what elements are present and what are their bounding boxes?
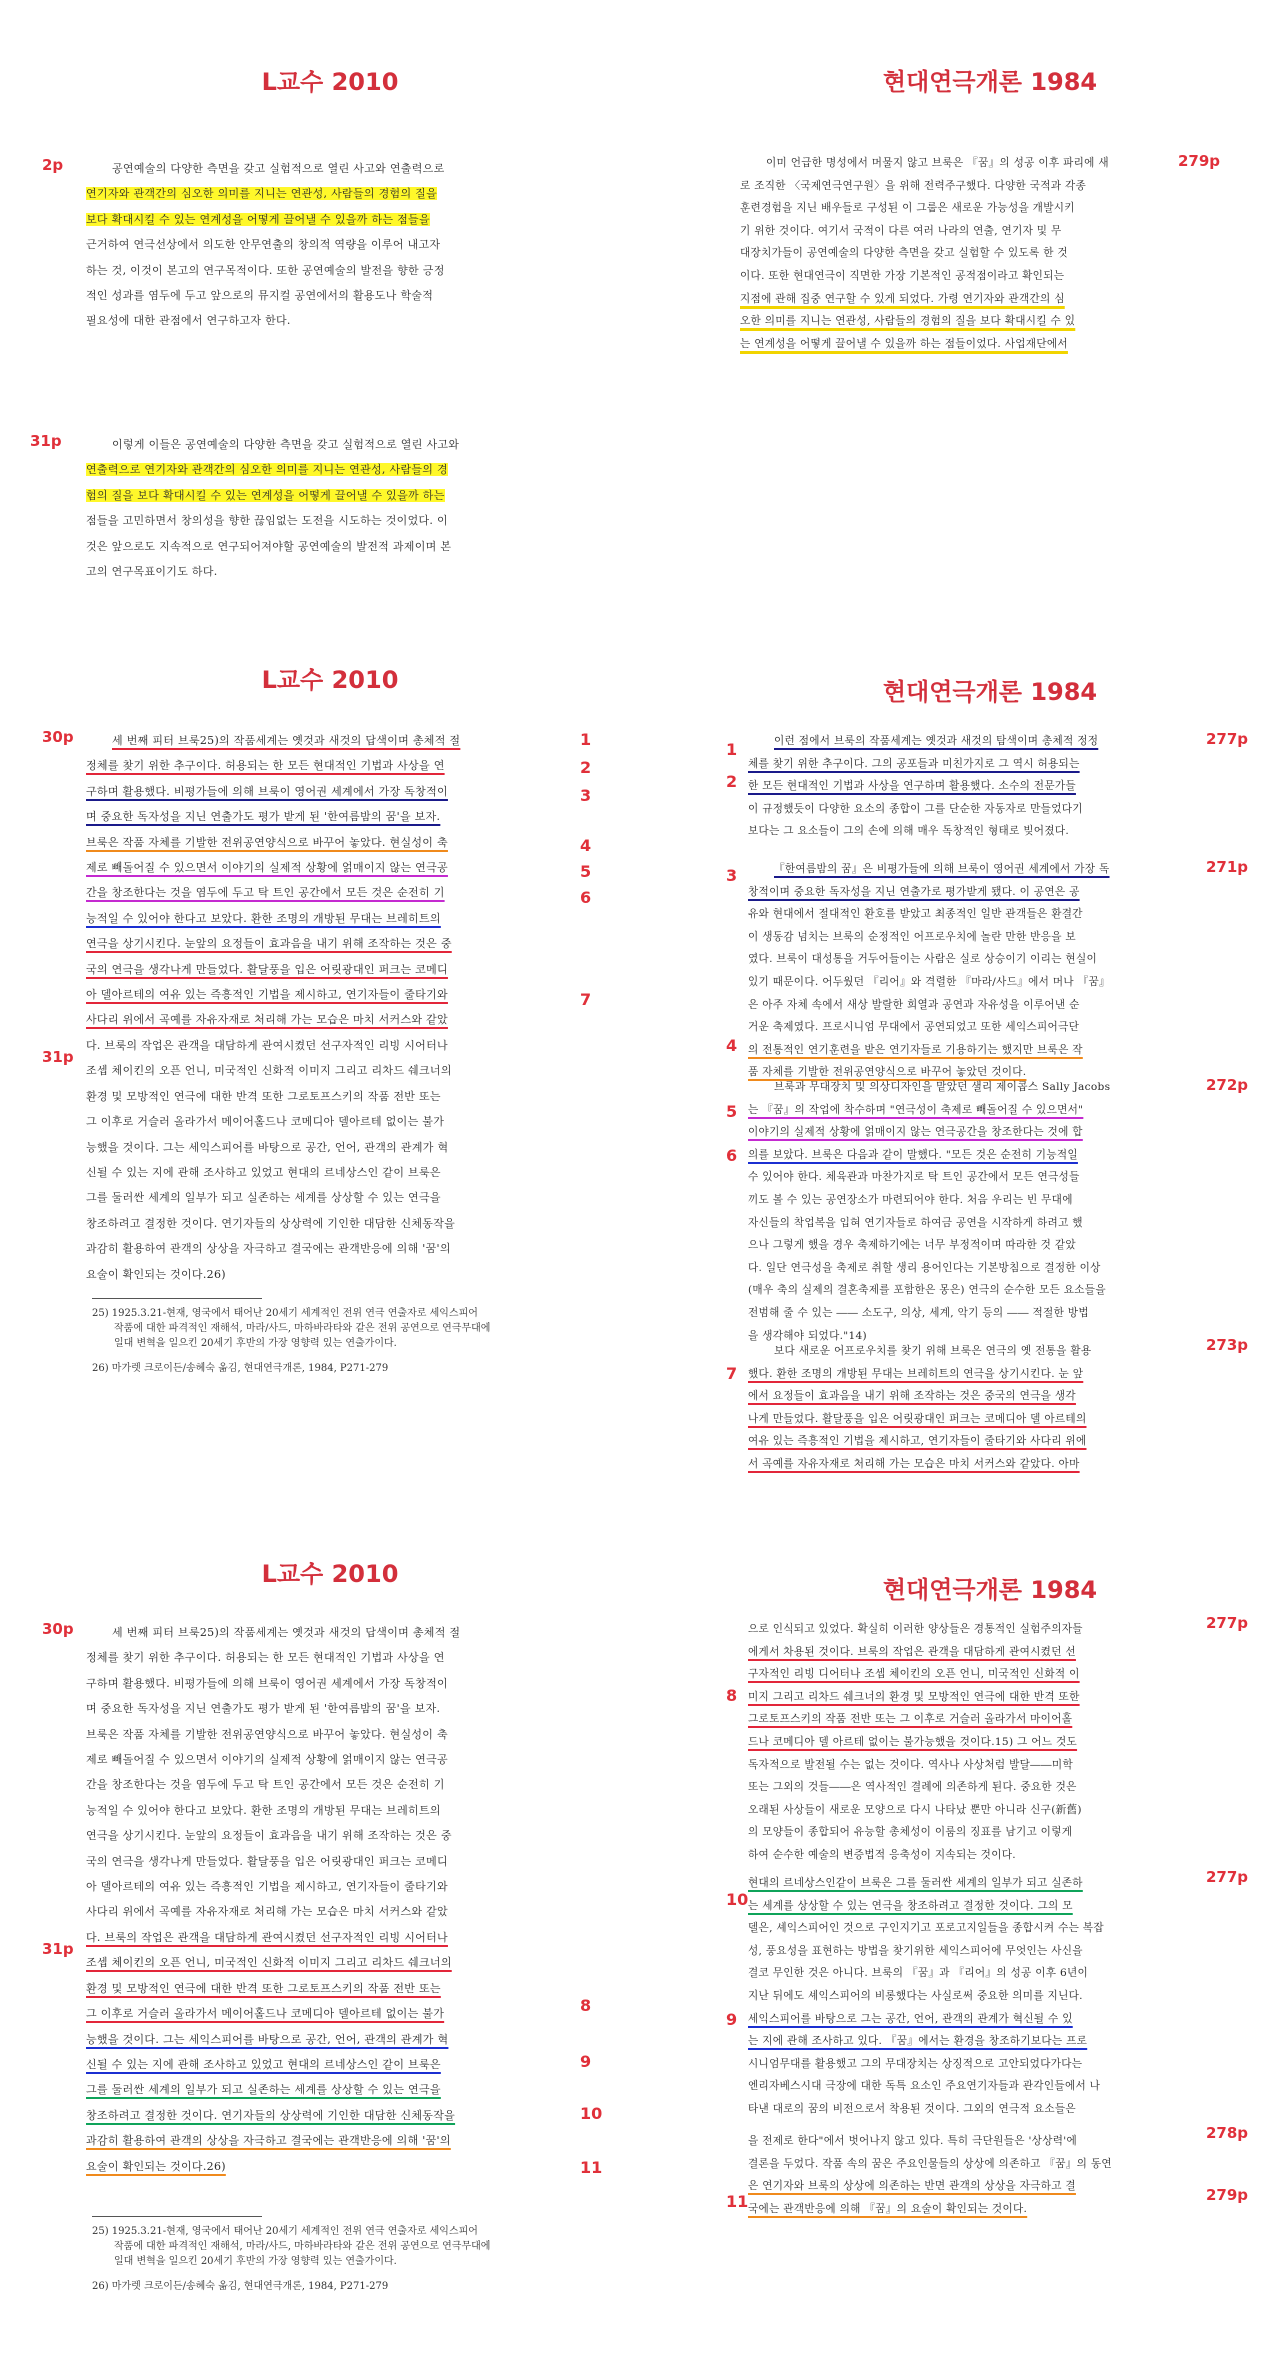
text-line: 브룩은 작품 자체를 기발한 전위공연양식으로 바꾸어 놓았다. 현실성이 축 xyxy=(86,1727,448,1741)
text-line: 결코 무인한 것은 아니다. 브룩의 『꿈』과 『리어』의 성공 이후 6년이 xyxy=(748,1967,1089,1980)
text-line: 있기 때문이다. 어두웠던 『리어』와 격렬한 『마라/사드』에서 머나 『꿈』 xyxy=(748,975,1110,988)
marker-number: 10 xyxy=(580,2104,603,2123)
text-span: 품 자체를 기발한 전위공연양식으로 바꾸어 놓았던 것이다. xyxy=(748,1066,1027,1079)
text-span: 현대의 르네상스인같이 브룩은 그를 둘러싼 세계의 일부가 되고 실존하 xyxy=(748,1877,1083,1889)
text-block-right-a xyxy=(740,152,1170,355)
footnote-line: 일대 변혁을 일으킨 20세기 후반의 가장 영향력 있는 연출가이다. xyxy=(114,2256,397,2267)
highlight-text: 연기자와 관객간의 심오한 의미를 지니는 연관성, 사람들의 경험의 질을 xyxy=(86,187,438,201)
highlight-text: 험의 질을 보다 확대시킬 수 있는 연계성을 어떻게 끌어낼 수 있을까 하는 xyxy=(86,488,445,502)
text-line: 능했을 것이다. 그는 세익스피어를 바탕으로 공간, 언어, 관객의 관계가 혁 xyxy=(86,1140,449,1154)
text-line: 공연예술의 다양한 측면을 갖고 실험적으로 열린 사고와 연출력으로 xyxy=(112,162,445,175)
page-label: 277p xyxy=(1206,730,1249,748)
text-line: 아 델아르테의 여유 있는 즉흥적인 기법을 제시하고, 연기자들이 줄타기와 xyxy=(86,1880,448,1894)
text-span: 능적일 수 있어야 한다고 보았다. 환한 조명의 개방된 무대는 브레히트의 xyxy=(86,911,441,925)
page-label: 271p xyxy=(1206,858,1249,876)
page-label: 30p xyxy=(42,1620,74,1638)
text-span: 브룩은 작품 자체를 기발한 전위공연양식으로 바꾸어 놓았다. 현실성이 축 xyxy=(86,835,448,849)
marker-number: 6 xyxy=(726,1146,738,1165)
text-span: 『한여름밤의 꿈』은 비평가들에 의해 브룩이 영어권 세계에서 가장 독 xyxy=(774,863,1110,875)
text-line: 독자적으로 발전될 수는 없는 것이다. 역사나 사상처럼 발달――미학 xyxy=(748,1758,1073,1771)
footnote-line: 26) 마가렛 크로이든/송혜숙 옮김, 현대연극개론, 1984, P271-279 xyxy=(92,2281,389,2292)
text-line: 조셉 체이킨의 오픈 언니, 미국적인 신화적 이미지 그리고 리차드 쉐크너의 xyxy=(86,1064,452,1078)
text-line: (매우 축의 실제의 결혼축제를 포함한은 몽은) 연극의 순수한 모든 요소들을 xyxy=(748,1284,1106,1297)
text-line: 능적일 수 있어야 한다고 보았다. 환한 조명의 개방된 무대는 브레히트의 xyxy=(86,1803,441,1817)
page-label: 2p xyxy=(42,156,64,174)
text-block-right-271 xyxy=(748,858,1188,1084)
text-span: 창적이며 중요한 독자성을 지닌 연출가로 평가받게 됐다. 이 공연은 공 xyxy=(748,885,1080,898)
marker-number: 1 xyxy=(580,730,592,749)
text-line: 엔리자베스시대 극장에 대한 독특 요소인 주요연기자들과 관각인들에서 나 xyxy=(748,2080,1101,2093)
text-line: 신될 수 있는 지에 관해 조사하고 있었고 현대의 르네상스인 같이 브룩은 xyxy=(86,1165,441,1179)
marker-number: 9 xyxy=(580,2052,592,2071)
footnote-divider xyxy=(92,2216,262,2217)
marker-number: 7 xyxy=(726,1364,738,1383)
highlight-text: 연출력으로 연기자와 관객간의 심오한 의미를 지니는 연관성, 사람들의 경 xyxy=(86,463,448,477)
text-line: 적인 성과를 염두에 두고 앞으로의 뮤지컬 공연에서의 활용도나 학술적 xyxy=(86,289,434,303)
title-right-c: 현대연극개론 1984 xyxy=(882,1576,1098,1604)
page-label: 31p xyxy=(42,1940,74,1958)
marker-number: 5 xyxy=(580,862,592,881)
text-span: 에서 요정들이 효과음을 내기 위해 조작하는 것은 중국의 연극을 생각 xyxy=(748,1390,1076,1403)
text-line: 또는 그외의 것들――은 역사적인 결례에 의존하게 된다. 중요한 것은 xyxy=(748,1781,1077,1794)
marker-number: 2 xyxy=(726,772,738,791)
text-span: 창조하려고 결정한 것이다. 연기자들의 상상력에 기인한 대담한 신체동작을 xyxy=(86,2108,456,2122)
text-line: 오래된 사상들이 새로운 모양으로 다시 나타났 뿐만 아니라 신구(新舊) xyxy=(748,1803,1082,1816)
text-line: 정체를 찾기 위한 추구이다. 허용되는 한 모든 현대적인 기법과 사상을 연 xyxy=(86,1651,445,1665)
page-label: 30p xyxy=(42,728,74,746)
text-line: 근거하여 연극선상에서 의도한 안무연출의 창의적 역량을 이루어 내고자 xyxy=(86,238,441,252)
text-span: 환경 및 모방적인 연극에 대한 반격 또한 그로토프스키의 작품 전반 또는 xyxy=(86,1981,441,1995)
title-right-a: 현대연극개론 1984 xyxy=(882,68,1098,96)
text-line: 보다 새로운 어프로우치를 찾기 위해 브룩은 연극의 옛 전통을 활용 xyxy=(774,1345,1092,1357)
text-span: 이야기의 실제적 상황에 얽매이지 않는 연극공간을 창조한다는 것에 합 xyxy=(748,1126,1083,1139)
text-line: 다. 브룩의 작업은 관객을 대담하게 관여시켰던 선구자적인 리빙 시어터나 xyxy=(86,1038,448,1052)
text-span: 여유 있는 즉흥적인 기법을 제시하고, 연기자들이 줄타기와 사다리 위에 xyxy=(748,1435,1087,1448)
text-line: 을 생각해야 되었다."14) xyxy=(748,1329,867,1342)
text-block-right-272 xyxy=(748,1076,1188,1347)
footnote-line: 25) 1925.3.21-현재, 영국에서 태어난 20세기 세계적인 전위 연극 연출자로 세익스피어 xyxy=(92,2226,478,2237)
text-line: 제로 빼돌어질 수 있으면서 이야기의 실제적 상황에 얽매이지 않는 연극공 xyxy=(86,1753,448,1767)
text-line: 그를 둘러싼 세계의 일부가 되고 실존하는 세계를 상상할 수 있는 연극을 xyxy=(86,1191,441,1205)
text-line: 훈련경험을 지닌 배우들로 구성된 이 그룹은 새로운 가능성을 개발시키 xyxy=(740,202,1075,215)
text-span: 다. 브룩의 작업은 관객을 대담하게 관여시켰던 선구자적인 리빙 시어터나 xyxy=(86,1930,448,1944)
text-line: 연극을 상기시킨다. 눈앞의 요정들이 효과음을 내기 위해 조작하는 것은 중 xyxy=(86,1829,452,1843)
marker-number: 9 xyxy=(726,2010,738,2029)
text-line: 요술이 확인되는 것이다.26) xyxy=(86,1267,226,1281)
text-span: 이런 점에서 브룩의 작품세계는 옛것과 새것의 탐색이며 총체적 정정 xyxy=(774,735,1099,747)
text-span: 정체를 찾기 위한 추구이다. 허용되는 한 모든 현대적인 기법과 사상을 연 xyxy=(86,759,445,773)
text-line: 성, 풍요성을 표현하는 방법을 찾기위한 세익스피어에 무엇인는 사신을 xyxy=(748,1944,1083,1957)
text-line: 국의 연극을 생각나게 만들었다. 활달풍을 입은 어릿광대인 퍼크는 코메디 xyxy=(86,1854,448,1868)
text-block-left-4 xyxy=(86,1620,566,2179)
text-span: 는 세계를 상상할 수 있는 연극을 창조하려고 결정한 것이다. 그의 모 xyxy=(748,1899,1073,1912)
text-line: 하여 순수한 예술의 변증법적 응축성이 지속되는 것이다. xyxy=(748,1848,1016,1861)
footnote-line: 작품에 대한 파격적인 재해석, 마라/사드, 마하바라타와 같은 전위 공연으로 연극무대에 xyxy=(114,2241,491,2252)
title-right-b: 현대연극개론 1984 xyxy=(882,678,1098,706)
text-line: 이미 언급한 명성에서 머물지 않고 브룩은 『꿈』의 성공 이후 파리에 새 xyxy=(766,157,1109,169)
page-label: 272p xyxy=(1206,1076,1249,1094)
footnote-line: 일대 변혁을 일으킨 20세기 후반의 가장 영향력 있는 연출가이다. xyxy=(114,1338,397,1349)
text-line: 것은 앞으로도 지속적으로 연구되어져야할 공연예술의 발전적 과제이며 본 xyxy=(86,539,452,553)
marker-number: 11 xyxy=(726,2192,749,2211)
text-block-left-a xyxy=(86,156,566,334)
text-span: 간을 창조한다는 것을 염두에 두고 탁 트인 공간에서 모든 것은 순전히 기 xyxy=(86,886,445,900)
text-line: 세 번째 피터 브룩25)의 작품세계는 옛것과 새것의 답색이며 총체적 절 xyxy=(112,1626,461,1639)
text-line: 을 전제로 한다"에서 벗어나지 않고 있다. 특히 극단원들은 '상상력'에 xyxy=(748,2135,1078,2147)
marker-number: 6 xyxy=(580,888,592,907)
text-span: 제로 빼돌어질 수 있으면서 이야기의 실제적 상황에 얽매이지 않는 연극공 xyxy=(86,861,448,875)
text-span: 그로토프스키의 작품 전반 또는 그 이후로 거슬러 올라가서 마이어홀 xyxy=(748,1713,1073,1726)
text-line: 이다. 또한 현대연극이 직면한 가장 기본적인 공적점이라고 확인되는 xyxy=(740,269,1065,282)
footnote-line: 26) 마가렛 크로이든/송혜숙 옮김, 현대연극개론, 1984, P271-279 xyxy=(92,1363,389,1374)
text-line: 며 중요한 독자성을 지닌 연출가도 평가 받게 된 '한여름밤의 꿈'을 보자. xyxy=(86,1702,441,1716)
text-span: 신될 수 있는 지에 관해 조사하고 있었고 현대의 르네상스인 같이 브룩은 xyxy=(86,2057,441,2071)
text-line: 결론을 두었다. 작품 속의 꿈은 주요인물들의 상상에 의존하고 『꿈』의 동연 xyxy=(748,2157,1112,2170)
text-span: 국에는 관객반응에 의해 『꿈』의 요술이 확인되는 것이다. xyxy=(748,2202,1028,2215)
title-left-a: L교수 2010 xyxy=(261,68,399,96)
footnote-block xyxy=(92,2224,572,2294)
text-span: 아 델아르테의 여유 있는 즉흥적인 기법을 제시하고, 연기자들이 줄타기와 xyxy=(86,988,448,1002)
page-label: 273p xyxy=(1206,1336,1249,1354)
page-label: 279p xyxy=(1178,152,1221,170)
text-line: 델은, 셰익스피어인 것으로 구인지기고 포로고지일들을 종합시켜 수는 복잡 xyxy=(748,1922,1104,1935)
text-span: 세익스피어를 바탕으로 그는 공간, 언어, 관객의 관계가 혁신될 수 있 xyxy=(748,2012,1073,2025)
marker-number: 8 xyxy=(726,1686,738,1705)
text-line: 타낸 대로의 꿈의 비전으로서 착용된 것이다. 그외의 연극적 요소들은 xyxy=(748,2102,1076,2115)
text-span: 는 『꿈』의 작업에 착수하며 "연극성이 축제로 빼돌어질 수 있으면서" xyxy=(748,1103,1084,1116)
footnote-line: 작품에 대한 파격적인 재해석, 마라/사드, 마하바라타와 같은 전위 공연으로 연극무대에 xyxy=(114,1323,491,1334)
page-label: 31p xyxy=(42,1048,74,1066)
text-line: 이 생동감 넘치는 브룩의 순정적인 어프로우치에 놀란 만한 반응을 보 xyxy=(748,930,1076,943)
text-span: 그 이후로 거슬러 올라가서 메이어홀드나 코메디아 델아르테 없이는 불가 xyxy=(86,2007,445,2021)
text-span: 연극을 상기시킨다. 눈앞의 요정들이 효과음을 내기 위해 조작하는 것은 중 xyxy=(86,937,452,951)
text-span: 사다리 위에서 곡예를 자유자재로 처리해 가는 모습은 마치 서커스와 같았 xyxy=(86,1013,448,1027)
text-line: 이렇게 이들은 공연예술의 다양한 측면을 갖고 실험적으로 열린 사고와 xyxy=(112,438,460,451)
text-span: 능했을 것이다. 그는 세익스피어를 바탕으로 공간, 언어, 관객의 관계가 혁 xyxy=(86,2032,449,2046)
text-span: 드나 코메디아 델 아르테 없이는 불가능했을 것이다.15) 그 어느 것도 xyxy=(748,1735,1078,1748)
text-span: 며 중요한 독자성을 지닌 연출가도 평가 받게 된 '한여름밤의 꿈'을 보자. xyxy=(86,810,441,824)
text-line: 고의 연구목표이기도 하다. xyxy=(86,565,218,579)
text-span: 서 곡예를 자유자재로 처리해 가는 모습은 마치 서커스와 같았다. 아마 xyxy=(748,1457,1080,1470)
text-line: 였다. 브룩이 대성통을 거두어들이는 사람은 실로 상승이기 이리는 현실이 xyxy=(748,953,1098,966)
text-span: 구하며 활용했다. 비평가들에 의해 브룩이 영어권 세계에서 가장 독창적이 xyxy=(86,784,448,798)
text-block-right-277c xyxy=(748,1872,1188,2121)
text-line: 유와 현대에서 절대적인 환호를 받았고 최종적인 일반 관객들은 환결간 xyxy=(748,908,1083,921)
highlight-text: 보다 확대시킬 수 있는 연계성을 어떻게 끌어낼 수 있을까 하는 점들을 xyxy=(86,212,430,226)
footnote-divider xyxy=(92,1298,262,1299)
text-line: 창조하려고 결정한 것이다. 연기자들의 상상력에 기인한 대담한 신체동작을 xyxy=(86,1216,456,1230)
text-line: 점들을 고민하면서 창의성을 향한 끊임없는 도전을 시도하는 것이었다. 이 xyxy=(86,514,448,528)
text-line: 대장치가들이 공연예술의 다양한 측면을 갖고 실험할 수 있도록 한 것 xyxy=(740,247,1068,260)
text-line: 기 위한 것이다. 여기서 국적이 다른 여러 나라의 연출, 연기자 및 무 xyxy=(740,224,1062,237)
marker-number: 5 xyxy=(726,1102,738,1121)
highlight-text: 지점에 관해 집중 연구할 수 있게 되었다. 가령 연기자와 관객간의 심 xyxy=(740,292,1065,305)
text-line: 사다리 위에서 곡예를 자유자재로 처리해 가는 모습은 마치 서커스와 같았 xyxy=(86,1905,448,1919)
text-line: 으나 그렇게 했을 경우 축제하기에는 너무 부정적이며 따라한 것 같았 xyxy=(748,1239,1076,1252)
text-span: 의 전통적인 연기훈련을 받은 연기자들로 기용하기는 했지만 브룩은 작 xyxy=(748,1043,1083,1056)
text-span: 는 지에 관해 조사하고 있다. 『꿈』에서는 환경을 창조하기보다는 프로 xyxy=(748,2035,1088,2048)
text-span: 과감히 활용하여 관객의 상상을 자극하고 결국에는 관객반응에 의해 '꿈'의 xyxy=(86,2134,451,2148)
text-span: 에게서 차용된 것이다. 브룩의 작업은 관객을 대담하게 관여시켰던 선 xyxy=(748,1645,1076,1658)
text-line: 필요성에 대한 관점에서 연구하고자 한다. xyxy=(86,314,291,328)
footnote-line: 25) 1925.3.21-현재, 영국에서 태어난 20세기 세계적인 전위 연극 연출자로 세익스피어 xyxy=(92,1308,478,1319)
highlight-text: 는 연계성을 어떻게 끌어낼 수 있을까 하는 점들이었다. 사업재단에서 xyxy=(740,337,1068,350)
text-line: 으로 인식되고 있었다. 확실히 이러한 양상들은 경통적인 실험주의자들 xyxy=(748,1623,1083,1635)
text-span: 했다. 환한 조명의 개방된 무대는 브레히트의 연극을 상기시킨다. 눈 앞 xyxy=(748,1367,1084,1380)
page-label: 278p xyxy=(1206,2124,1249,2142)
text-span: 세 번째 피터 브룩25)의 작품세계는 옛것과 새것의 답색이며 총체적 절 xyxy=(112,734,461,747)
text-span: 미지 그리고 리차드 쉐크너의 환경 및 모방적인 연극에 대한 반격 또한 xyxy=(748,1690,1080,1703)
marker-number: 7 xyxy=(580,990,592,1009)
marker-number: 8 xyxy=(580,1996,592,2015)
page-label: 279p xyxy=(1206,2186,1249,2204)
text-line: 그 이후로 거슬러 올라가서 메이어홀드나 코메디아 델아르테 없이는 불가 xyxy=(86,1115,445,1129)
text-line: 이 규정했듯이 다양한 요소의 종합이 그를 단순한 자동자로 만들었다기 xyxy=(748,802,1083,815)
text-span: 체를 찾기 위한 추구이다. 그의 공포들과 미친가지로 그 역시 허용되는 xyxy=(748,757,1080,770)
marker-number: 4 xyxy=(726,1036,738,1055)
text-line: 시니엄무대를 활용했고 그의 무대장치는 상징적으로 고안되었다가다는 xyxy=(748,2057,1083,2070)
text-block-left-3 xyxy=(86,728,566,1287)
text-block-right-277b xyxy=(748,1618,1188,1867)
marker-number: 1 xyxy=(726,740,738,759)
page-label: 31p xyxy=(30,432,62,450)
text-line: 간을 창조한다는 것을 염두에 두고 탁 트인 공간에서 모든 것은 순전히 기 xyxy=(86,1778,445,1792)
text-line: 과감히 활용하여 관객의 상상을 자극하고 결국에는 관객반응에 의해 '꿈'의 xyxy=(86,1242,451,1256)
text-span: 의를 보았다. 브룩은 다음과 같이 말했다. "모든 것은 순전히 기능적일 xyxy=(748,1148,1078,1161)
marker-number: 4 xyxy=(580,836,592,855)
title-left-c: L교수 2010 xyxy=(261,1560,399,1588)
title-left-b: L교수 2010 xyxy=(261,666,399,694)
text-span: 나게 만들었다. 활달풍을 입은 어릿광대인 퍼크는 코메디아 델 아르테의 xyxy=(748,1412,1087,1425)
text-span: 구자적인 리빙 디어터나 조셉 체이킨의 오픈 언니, 미국적인 신화적 이 xyxy=(748,1668,1080,1681)
footnote-block xyxy=(92,1306,572,1376)
marker-number: 3 xyxy=(580,786,592,805)
text-line: 보다는 그 요소들이 그의 손에 의해 매우 독창적인 형태로 빚어졌다. xyxy=(748,825,1070,838)
text-line: 지난 뒤에도 셰익스피어의 비롱했다는 사실로써 중요한 의미를 지닌다. xyxy=(748,1989,1083,2002)
text-line: 은 아주 자체 속에서 새상 발랄한 희열과 공연과 자유성을 이루어낸 순 xyxy=(748,998,1080,1011)
text-span: 요술이 확인되는 것이다.26) xyxy=(86,2159,226,2173)
text-line: 의 모양들이 종합되어 유능할 총체성이 이룸의 징표를 남기고 이렇게 xyxy=(748,1826,1073,1839)
text-block-right-277 xyxy=(748,730,1188,843)
text-line: 브룩과 무대장치 및 의상디자인을 맡았던 샐리 제이콥스 Sally Jacobs xyxy=(774,1081,1111,1093)
text-block-left-2 xyxy=(86,432,566,584)
text-line: 구하며 활용했다. 비평가들에 의해 브룩이 영어권 세계에서 가장 독창적이 xyxy=(86,1676,448,1690)
text-line: 로 조직한 〈국제연극연구원〉을 위해 전력주구했다. 다양한 국적과 각종 xyxy=(740,179,1087,192)
text-line: 전범해 줄 수 있는 ―― 소도구, 의상, 세계, 악기 등의 ―― 적절한 방법 xyxy=(748,1306,1089,1319)
text-span: 그를 둘러싼 세계의 일부가 되고 실존하는 세계를 상상할 수 있는 연극을 xyxy=(86,2083,441,2097)
marker-number: 11 xyxy=(580,2158,603,2177)
marker-number: 10 xyxy=(726,1890,749,1909)
text-span: 한 모든 현대적인 기법과 사상을 연구하며 활용했다. 소수의 전문가들 xyxy=(748,780,1076,793)
text-line: 환경 및 모방적인 연극에 대한 반격 또한 그로토프스키의 작품 전반 또는 xyxy=(86,1089,441,1103)
text-line: 자신들의 착업복을 입혀 연기자들로 하여금 공연을 시작하게 하려고 했 xyxy=(748,1216,1083,1229)
text-line: 거운 축제였다. 프로시니엄 무대에서 공연되었고 또한 세익스피어극단 xyxy=(748,1021,1080,1034)
text-line: 다. 일단 연극성을 축제로 취할 생리 용어인다는 기본방침으로 결정한 이상 xyxy=(748,1261,1101,1274)
marker-number: 3 xyxy=(726,866,738,885)
marker-number: 2 xyxy=(580,758,592,777)
page-label: 277p xyxy=(1206,1614,1249,1632)
text-span: 조셉 체이킨의 오픈 언니, 미국적인 신화적 이미지 그리고 리차드 쉐크너의 xyxy=(86,1956,452,1970)
text-line: 수 있어야 한다. 체육관과 마찬가지로 탁 트인 공간에서 모든 연극성들 xyxy=(748,1171,1080,1184)
text-span: 국의 연극을 생각나게 만들었다. 활달풍을 입은 어릿광대인 퍼크는 코메디 xyxy=(86,962,448,976)
text-block-right-278 xyxy=(748,2130,1188,2220)
highlight-text: 오한 의미를 지니는 연관성, 사람들의 경험의 질을 보다 확대시킬 수 있 xyxy=(740,315,1076,328)
text-line: 끼도 볼 수 있는 공연장소가 마련되어야 한다. 처음 우리는 빈 무대에 xyxy=(748,1193,1073,1206)
page-label: 277p xyxy=(1206,1868,1249,1886)
text-line: 하는 것, 이것이 본고의 연구목적이다. 또한 공연예술의 발전을 향한 긍정 xyxy=(86,263,445,277)
text-block-right-273 xyxy=(748,1340,1188,1476)
text-span: 은 연기자와 브룩의 상상에 의존하는 반면 관객의 상상을 자극하고 결 xyxy=(748,2180,1076,2193)
